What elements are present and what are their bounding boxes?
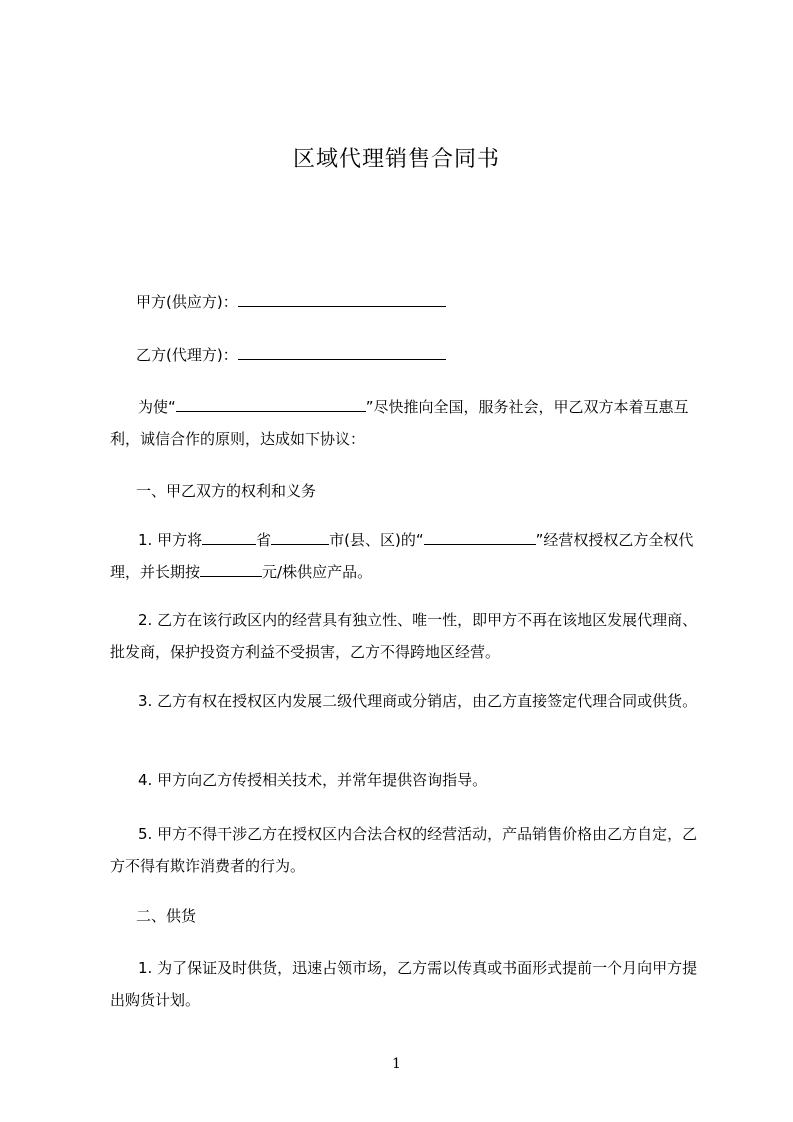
item2-text: 2. 乙方在该行政区内的经营具有独立性、唯一性，即甲方不再在该地区发展代理商、批发商，保护投资方利益不受损害，乙方不得跨地区经营。 — [110, 611, 698, 661]
brand-blank — [424, 530, 536, 545]
item1-part5: 元/株供应产品。 — [262, 563, 373, 581]
party-b-line — [136, 344, 446, 365]
intro-suffix: ”尽快推向全国，服务社会，甲乙双方本着互惠互利，诚信合作的原则，达成如下协议： — [110, 398, 689, 448]
product-name-blank — [176, 397, 366, 412]
party-b-blank — [238, 345, 446, 360]
item3-text: 3. 乙方有权在授权区内发展二级代理商或分销店，由乙方直接签定代理合同或供货。 — [138, 692, 698, 710]
item1-part1: 1. 甲方将 — [138, 531, 203, 549]
item1-part3: 市(县、区)的“ — [329, 531, 424, 549]
page-number: 1 — [392, 1056, 401, 1072]
intro-prefix: 为使“ — [138, 398, 176, 416]
city-blank — [271, 530, 329, 545]
item4-text: 4. 甲方向乙方传授相关技术，并常年提供咨询指导。 — [138, 771, 488, 789]
party-b-label: 乙方(代理方)： — [136, 346, 238, 364]
section1-item3 — [110, 685, 700, 717]
price-blank — [200, 562, 262, 577]
item5-text: 5. 甲方不得干涉乙方在授权区内合法合权的经营活动，产品销售价格由乙方自定，乙方不得有欺诈消费者的行为。 — [110, 825, 698, 875]
section1-item5 — [110, 818, 700, 882]
supply-item1-text: 1. 为了保证及时供货，迅速占领市场，乙方需以传真或书面形式提前一个月向甲方提出购货计划。 — [110, 959, 698, 1009]
item1-part4: ”经营权授权乙方全权代理，并长期按 — [110, 531, 694, 581]
party-a-blank — [238, 292, 446, 307]
section1-item2 — [110, 604, 700, 668]
section2-item1 — [110, 952, 700, 1016]
section2-heading: 二、供货 — [136, 907, 197, 925]
party-a-label: 甲方(供应方)： — [136, 293, 238, 311]
item1-part2: 省 — [256, 531, 272, 549]
section1-item1 — [110, 524, 700, 588]
section1-heading: 一、甲乙双方的权利和义务 — [136, 482, 317, 500]
section1-item4 — [110, 764, 700, 796]
intro-paragraph — [110, 391, 700, 455]
document-title: 区域代理销售合同书 — [292, 147, 500, 172]
province-blank — [202, 530, 256, 545]
party-a-line — [136, 291, 446, 312]
